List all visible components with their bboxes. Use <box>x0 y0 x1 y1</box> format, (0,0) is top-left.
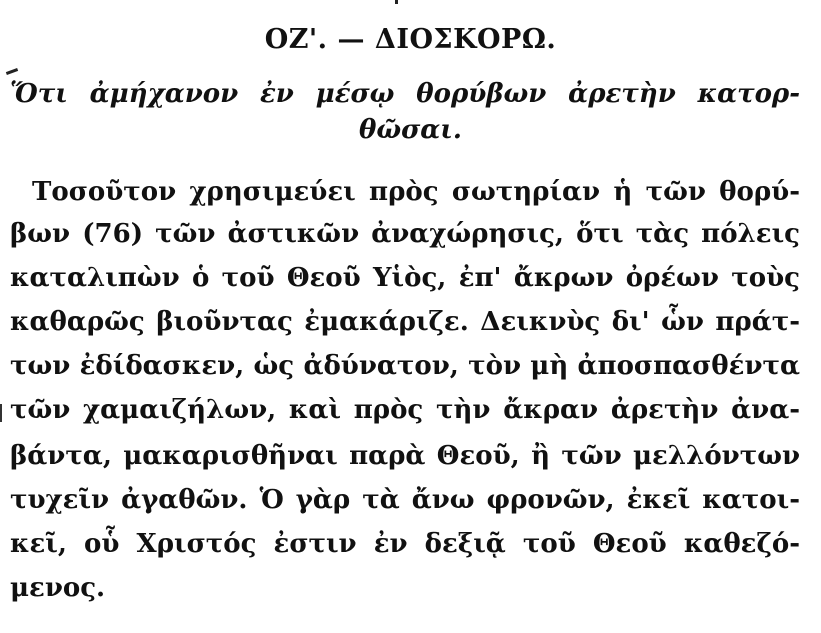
chapter-heading: ΟΖ'. — ΔΙΟΣΚΟΡΩ. <box>264 24 557 55</box>
body-line-9: κεῖ, οὗ Χριστός ἐστιν ἐν δεξιᾷ τοῦ Θεοῦ καθεζό- <box>10 529 800 559</box>
body-line-7: βάντα, μακαρισθῆναι παρὰ Θεοῦ, ἢ τῶν μελλόντων <box>10 441 800 471</box>
body-line-4: καθαρῶς βιοῦντας ἐμακάριζε. Δεικνὺς δι' ὧν πράτ- <box>10 307 800 337</box>
body-line-2: βων (76) τῶν ἀστικῶν ἀναχώρησις, ὅτι τὰς πόλεις <box>10 219 800 249</box>
body-line-3: καταλιπὼν ὁ τοῦ Θεοῦ Υἱὸς, ἐπ' ἄκρων ὀρέων τοὺς <box>10 263 800 293</box>
top-edge-mark <box>395 0 398 4</box>
margin-tick <box>6 68 18 75</box>
margin-bracket <box>0 404 6 422</box>
body-line-6: τῶν χαμαιζήλων, καὶ πρὸς τὴν ἄκραν ἀρετὴν ἀνα- <box>10 395 800 425</box>
chapter-subtitle-line-2: θῶσαι. <box>359 115 462 145</box>
body-line-8: τυχεῖν ἀγαθῶν. Ὁ γὰρ τὰ ἄνω φρονῶν, ἐκεῖ κατοι- <box>10 485 800 515</box>
chapter-subtitle-line-1: Ὅτι ἀμήχανον ἐν μέσῳ θορύβων ἀρετὴν κατορ- <box>10 79 800 109</box>
body-line-5: των ἐδίδασκεν, ὡς ἀδύνατον, τὸν μὴ ἀποσπασθέντα <box>10 351 800 381</box>
body-line-1: Τοσοῦτον χρησιμεύει πρὸς σωτηρίαν ἡ τῶν θορύ- <box>32 177 800 207</box>
body-line-10: μενος. <box>10 573 106 603</box>
